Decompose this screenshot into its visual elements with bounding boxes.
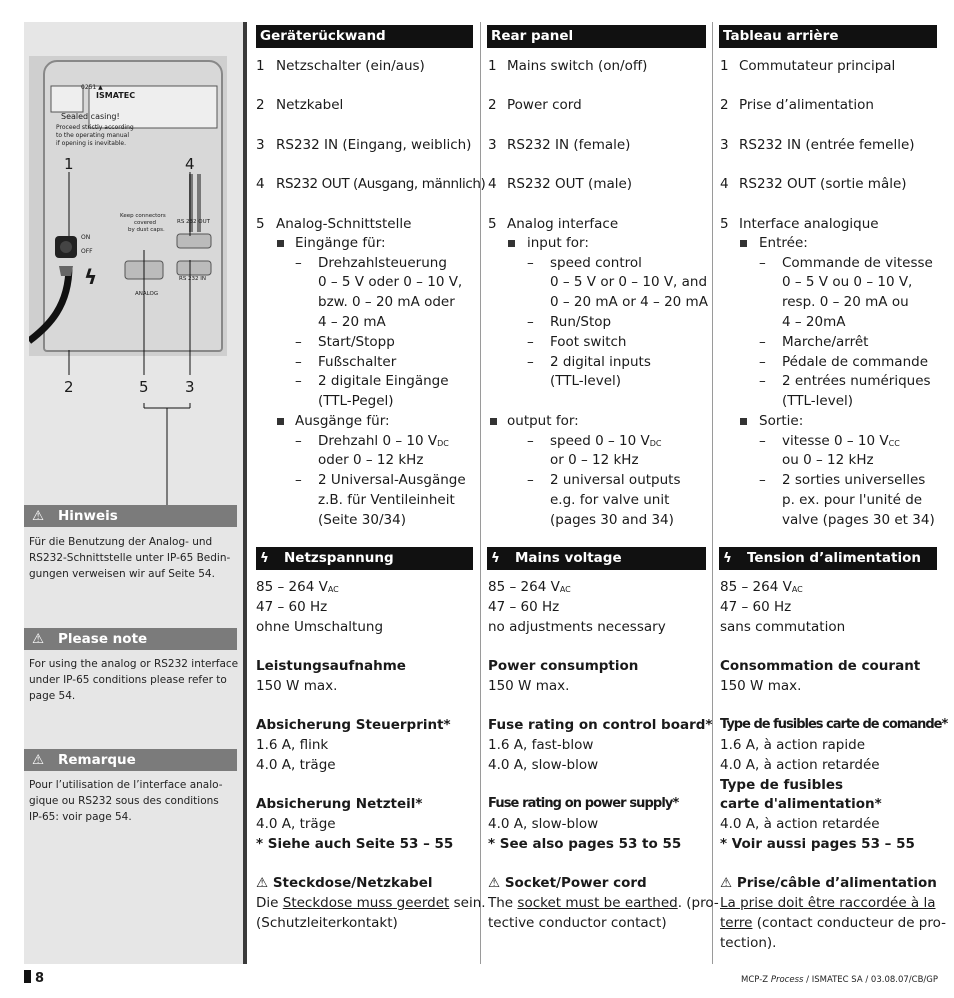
fuse-psu-value: 4.0 A, à action retardée xyxy=(720,816,880,832)
bullet-square xyxy=(740,418,747,425)
input-item: 0 – 5 V ou 0 – 10 V, xyxy=(782,274,913,290)
callout-number: 1 xyxy=(64,155,74,173)
socket-text: terre (contact conducteur de pro- xyxy=(720,915,947,931)
dash: – xyxy=(295,354,302,370)
item-rs232-out: RS232 OUT (male) xyxy=(507,176,633,192)
sidebar-divider xyxy=(243,22,247,964)
socket-text: Die Steckdose muss geerdet sein. xyxy=(256,895,486,911)
warning-icon: ⚠ xyxy=(720,875,733,891)
socket-text: tection). xyxy=(720,935,777,951)
callout-number: 3 xyxy=(185,378,195,396)
voltage-note: ohne Umschaltung xyxy=(256,619,384,635)
dust-caps-line: by dust caps. xyxy=(128,227,165,233)
input-item: 0 – 5 V or 0 – 10 V, and xyxy=(550,274,708,290)
item-mains-switch: Mains switch (on/off) xyxy=(507,58,648,74)
input-item: (TTL-Pegel) xyxy=(318,393,394,409)
section-header-rear-panel-de: Geräterückwand xyxy=(256,25,473,48)
output-speed: vitesse 0 – 10 VCC xyxy=(782,433,900,449)
input-item: resp. 0 – 20 mA ou xyxy=(782,294,909,310)
list-number: 4 xyxy=(256,176,265,192)
rs232-out-label: RS 232 OUT xyxy=(177,219,211,225)
callout-number: 2 xyxy=(64,378,74,396)
frequency-value: 47 – 60 Hz xyxy=(720,599,792,615)
list-number: 5 xyxy=(488,216,497,232)
fuse-control-value: 1.6 A, fast-blow xyxy=(488,737,594,753)
sealed-casing-line: to the operating manual xyxy=(56,132,130,139)
item-analog-interface: Interface analogique xyxy=(739,216,879,232)
outputs-label: Ausgänge für: xyxy=(295,413,390,429)
output-item: 2 universal outputs xyxy=(550,472,681,488)
note-text-please-note: For using the analog or RS232 interface under IP-65 conditions please refer to page 54. xyxy=(29,658,239,702)
dash: – xyxy=(759,354,766,370)
callout-number: 4 xyxy=(185,155,195,173)
socket-text: tective conductor contact) xyxy=(488,915,667,931)
output-speed: speed 0 – 10 VDC xyxy=(550,433,662,449)
item-mains-switch: Netzschalter (ein/aus) xyxy=(276,58,425,74)
warning-icon: ⚠ xyxy=(488,875,501,891)
fuse-psu-value: 4.0 A, träge xyxy=(256,816,336,832)
fuse-control-value: 1.6 A, à action rapide xyxy=(720,737,866,753)
power-value: 150 W max. xyxy=(256,678,338,694)
output-item: oder 0 – 12 kHz xyxy=(318,452,424,468)
output-item: or 0 – 12 kHz xyxy=(550,452,639,468)
bullet-square xyxy=(508,240,515,247)
lightning-icon: ϟ xyxy=(260,550,269,566)
output-item: 2 Universal-Ausgänge xyxy=(318,472,466,488)
switch-on-label: ON xyxy=(81,234,91,241)
outputs-label: output for: xyxy=(507,413,579,429)
input-item: 2 entrées numériques xyxy=(782,373,931,389)
fuse-psu-value: 4.0 A, slow-blow xyxy=(488,816,599,832)
output-item: ou 0 – 12 kHz xyxy=(782,452,874,468)
fuse-psu-title: carte d'alimentation* xyxy=(720,796,882,812)
socket-text: The socket must be earthed. (pro- xyxy=(488,895,719,911)
callout-number: 5 xyxy=(139,378,149,396)
output-item: valve (pages 30 et 34) xyxy=(782,512,935,528)
warning-icon: ⚠ xyxy=(256,875,269,891)
outputs-label: Sortie: xyxy=(759,413,804,429)
list-number: 4 xyxy=(720,176,729,192)
frequency-value: 47 – 60 Hz xyxy=(488,599,560,615)
input-item: Fußschalter xyxy=(318,354,397,370)
input-item: (TTL-level) xyxy=(550,373,622,389)
dash: – xyxy=(527,255,534,271)
lightning-icon: ϟ xyxy=(723,550,732,566)
input-item: Foot switch xyxy=(550,334,627,350)
item-power-cord: Prise d’alimentation xyxy=(739,97,874,113)
dust-caps-line: covered xyxy=(134,220,157,226)
list-number: 3 xyxy=(720,137,729,153)
fuse-psu-title: Type de fusibles xyxy=(720,777,844,793)
power-value: 150 W max. xyxy=(488,678,570,694)
input-item: 2 digitale Eingänge xyxy=(318,373,449,389)
list-number: 4 xyxy=(488,176,497,192)
dash: – xyxy=(295,255,302,271)
voltage-value: 85 – 264 VAC xyxy=(488,579,571,595)
fuse-psu-title: Fuse rating on power supply* xyxy=(488,796,679,811)
item-rs232-out: RS232 OUT (Ausgang, männlich) xyxy=(276,176,486,192)
dash: – xyxy=(759,334,766,350)
dash: – xyxy=(527,433,534,449)
dash: – xyxy=(295,373,302,389)
dash: – xyxy=(759,373,766,389)
voltage-note: sans commutation xyxy=(720,619,846,635)
list-number: 1 xyxy=(720,58,729,74)
analog-label: ANALOG xyxy=(135,291,159,297)
see-also: * Siehe auch Seite 53 – 55 xyxy=(256,836,454,852)
rs232-in-label: RS 232 IN xyxy=(179,276,207,282)
input-item: 0 – 5 V oder 0 – 10 V, xyxy=(318,274,463,290)
section-header-voltage-de: ϟ Netzspannung xyxy=(256,547,473,570)
dash: – xyxy=(295,472,302,488)
fuse-control-value: 4.0 A, à action retardée xyxy=(720,757,880,773)
note-text-remarque: Pour l’utilisation de l’interface analo- gique ou RS232 sous des conditions IP-65: voir page 54. xyxy=(29,779,223,823)
output-item: e.g. for valve unit xyxy=(550,492,670,508)
bullet-square xyxy=(277,418,284,425)
fuse-psu-title: Absicherung Netzteil* xyxy=(256,796,423,812)
input-item: Commande de vitesse xyxy=(782,255,933,271)
page-number: 8 xyxy=(24,970,44,986)
power-title: Leistungsaufnahme xyxy=(256,658,406,674)
fuse-control-title: Absicherung Steuerprint* xyxy=(256,717,451,733)
item-rs232-out: RS232 OUT (sortie mâle) xyxy=(739,176,907,192)
list-number: 5 xyxy=(256,216,265,232)
power-title: Consommation de courant xyxy=(720,658,921,674)
inputs-label: input for: xyxy=(527,235,589,251)
bullet-square xyxy=(277,240,284,247)
input-item: Start/Stopp xyxy=(318,334,395,350)
socket-text: (Schutzleiterkontakt) xyxy=(256,915,398,931)
fuse-control-title: Type de fusibles carte de comande* xyxy=(720,717,948,732)
output-item: (pages 30 and 34) xyxy=(550,512,674,528)
inputs-label: Eingänge für: xyxy=(295,235,386,251)
output-item: 2 sorties universelles xyxy=(782,472,926,488)
fuse-control-value: 4.0 A, slow-blow xyxy=(488,757,599,773)
output-item: z.B. für Ventileinheit xyxy=(318,492,455,508)
note-text-hinweis: Für die Benutzung der Analog- und RS232-Schnittstelle unter IP-65 Bedin- gungen verweisen wir auf Seite 54. xyxy=(29,536,231,580)
see-also: * Voir aussi pages 53 – 55 xyxy=(720,836,915,852)
brand-logo: ISMATEC xyxy=(96,91,136,100)
dash: – xyxy=(759,433,766,449)
voltage-value: 85 – 264 VAC xyxy=(720,579,803,595)
see-also: * See also pages 53 to 55 xyxy=(488,836,682,852)
output-item: (Seite 30/34) xyxy=(318,512,406,528)
list-number: 1 xyxy=(488,58,497,74)
dash: – xyxy=(527,314,534,330)
input-item: Marche/arrêt xyxy=(782,334,869,350)
lightning-icon: ϟ xyxy=(84,265,98,289)
list-number: 3 xyxy=(488,137,497,153)
warning-icon: ⚠ xyxy=(32,631,45,647)
list-number: 2 xyxy=(488,97,497,113)
sealed-casing-title: Sealed casing! xyxy=(61,112,120,121)
item-analog-interface: Analog-Schnittstelle xyxy=(276,216,412,232)
socket-title: ⚠ Socket/Power cord xyxy=(488,875,647,891)
list-number: 2 xyxy=(256,97,265,113)
inputs-label: Entrée: xyxy=(759,235,808,251)
dash: – xyxy=(527,354,534,370)
bullet-square xyxy=(740,240,747,247)
switch-off-label: OFF xyxy=(81,248,93,255)
dust-caps-line: Keep connectors xyxy=(120,213,166,219)
section-header-rear-panel-en: Rear panel xyxy=(487,25,706,48)
socket-text: La prise doit être raccordée à la xyxy=(720,895,936,911)
item-rs232-in: RS232 IN (Eingang, weiblich) xyxy=(276,137,472,153)
output-item: p. ex. pour l'unité de xyxy=(782,492,923,508)
note-header-hinweis: ⚠ Hinweis xyxy=(24,505,237,527)
fuse-control-value: 1.6 A, flink xyxy=(256,737,329,753)
dash: – xyxy=(295,334,302,350)
dash: – xyxy=(759,255,766,271)
document-reference: MCP-Z Process / ISMATEC SA / 03.08.07/CB/GP xyxy=(741,975,938,985)
section-header-voltage-en: ϟ Mains voltage xyxy=(487,547,706,570)
lightning-icon: ϟ xyxy=(491,550,500,566)
item-mains-switch: Commutateur principal xyxy=(739,58,896,74)
item-rs232-in: RS232 IN (entrée femelle) xyxy=(739,137,915,153)
output-speed: Drehzahl 0 – 10 VDC xyxy=(318,433,449,449)
section-header-rear-panel-fr: Tableau arrière xyxy=(719,25,937,48)
list-number: 1 xyxy=(256,58,265,74)
voltage-note: no adjustments necessary xyxy=(488,619,666,635)
dash: – xyxy=(295,433,302,449)
item-analog-interface: Analog interface xyxy=(507,216,619,232)
power-value: 150 W max. xyxy=(720,678,802,694)
input-item: (TTL-level) xyxy=(782,393,854,409)
item-power-cord: Netzkabel xyxy=(276,97,344,113)
callout-lines xyxy=(40,150,200,510)
frequency-value: 47 – 60 Hz xyxy=(256,599,328,615)
sealed-casing-line: Proceed strictly according xyxy=(56,124,134,131)
input-item: Run/Stop xyxy=(550,314,612,330)
bullet-square xyxy=(490,418,497,425)
input-item: 4 – 20mA xyxy=(782,314,846,330)
input-item: Pédale de commande xyxy=(782,354,929,370)
socket-title: ⚠ Steckdose/Netzkabel xyxy=(256,875,433,891)
input-item: bzw. 0 – 20 mA oder xyxy=(318,294,455,310)
page-marker xyxy=(24,970,31,983)
fuse-control-title: Fuse rating on control board* xyxy=(488,717,713,733)
fuse-control-value: 4.0 A, träge xyxy=(256,757,336,773)
input-item: Drehzahlsteuerung xyxy=(318,255,447,271)
warning-icon: ⚠ xyxy=(32,752,45,768)
column-divider xyxy=(712,22,713,964)
sealed-casing-line: if opening is inevitable. xyxy=(56,140,127,147)
section-header-voltage-fr: ϟ Tension d’alimentation xyxy=(719,547,937,570)
input-item: 2 digital inputs xyxy=(550,354,651,370)
input-item: 4 – 20 mA xyxy=(318,314,386,330)
dash: – xyxy=(527,334,534,350)
item-power-cord: Power cord xyxy=(507,97,582,113)
seal-mark: 0251 ▲ xyxy=(81,84,103,91)
warning-icon: ⚠ xyxy=(32,508,45,524)
dash: – xyxy=(527,472,534,488)
voltage-value: 85 – 264 VAC xyxy=(256,579,339,595)
item-rs232-in: RS232 IN (female) xyxy=(507,137,631,153)
socket-title: ⚠ Prise/câble d’alimentation xyxy=(720,875,937,891)
column-divider xyxy=(480,22,481,964)
power-title: Power consumption xyxy=(488,658,639,674)
note-header-please-note: ⚠ Please note xyxy=(24,628,237,650)
note-header-remarque: ⚠ Remarque xyxy=(24,749,237,771)
dash: – xyxy=(759,472,766,488)
input-item: speed control xyxy=(550,255,642,271)
list-number: 2 xyxy=(720,97,729,113)
input-item: 0 – 20 mA or 4 – 20 mA xyxy=(550,294,708,310)
list-number: 5 xyxy=(720,216,729,232)
list-number: 3 xyxy=(256,137,265,153)
